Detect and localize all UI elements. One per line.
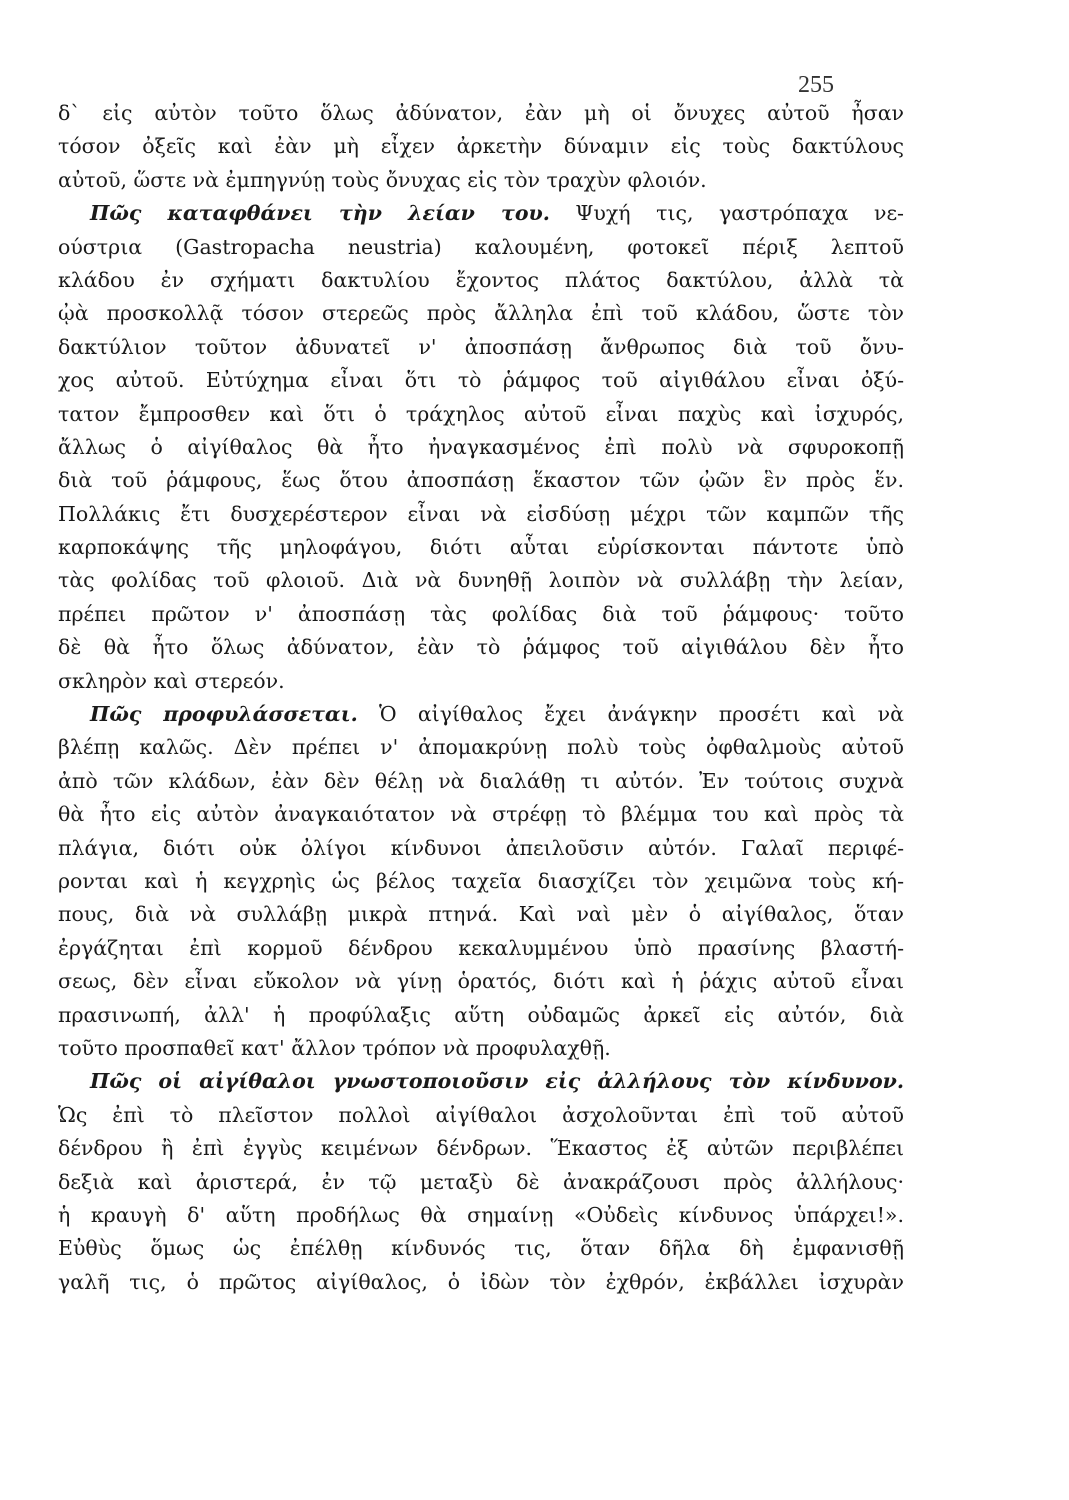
line-text: δ` εἰς αὐτὸν τοῦτο ὅλως ἀδύνατον, ἐὰν μὴ οἱ ὄνυχες αὐτοῦ ἦσαν [58,101,904,125]
text-line [58,97,904,130]
text-line [58,965,904,998]
line-text: ούστρια (Gastropacha neustria) καλουμένη, φοτοκεῖ πέριξ λεπτοῦ [58,234,904,259]
line-text: Ὁ αἰγίθαλος ἔχει ἀνάγκην προσέτι καὶ νὰ [357,702,904,727]
text-line [58,1099,904,1132]
text-line [58,398,904,431]
text-line [58,297,904,330]
line-text: ἡ κραυγὴ δ' αὕτη προδήλως θὰ σημαίνῃ «Οὐδεὶς κίνδυνος ὑπάρχει!». [58,1202,904,1227]
text-line [58,932,904,965]
text-line [58,431,904,464]
line-text: σκληρὸν καὶ στερεόν. [58,668,285,693]
line-text: Ὡς ἐπὶ τὸ πλεῖστον πολλοὶ αἰγίθαλοι ἀσχολοῦνται ἐπὶ τοῦ αὐτοῦ [58,1102,904,1127]
text-line [58,1199,904,1232]
text-line [58,264,904,297]
text-line [58,130,904,163]
line-text: δεξιὰ καὶ ἀριστερά, ἐν τῷ μεταξὺ δὲ ἀνακράζουσι πρὸς ἀλλήλους· [58,1169,904,1194]
text-line [58,1132,904,1165]
text-line [58,1032,904,1065]
text-line [58,798,904,831]
line-text: ἄλλως ὁ αἰγίθαλος θὰ ἦτο ἠναγκασμένος ἐπὶ πολὺ νὰ σφυροκοπῇ [58,434,904,459]
text-line [58,1166,904,1199]
text-body [58,97,904,1299]
line-text: θὰ ἦτο εἰς αὐτὸν ἀναγκαιότατον νὰ στρέφῃ τὸ βλέμμα του καὶ πρὸς τὰ [58,802,904,827]
text-line [58,364,904,397]
line-text: γαλῆ τις, ὁ πρῶτος αἰγίθαλος, ὁ ἰδὼν τὸν ἐχθρόν, ἐκβάλλει ἰσχυρὰν [58,1269,904,1294]
line-text: τοῦτο προσπαθεῖ κατ' ἄλλον τρόπον νὰ προφυλαχθῇ. [58,1035,611,1060]
text-line [58,197,904,230]
line-text: αὐτοῦ, ὥστε νὰ ἐμπηγνύῃ τοὺς ὄνυχας εἰς τὸν τραχὺν φλοιόν. [58,167,707,192]
text-line [58,865,904,898]
line-text: ρονται καὶ ἡ κεγχρηὶς ὡς βέλος ταχεῖα διασχίζει τὸν χειμῶνα τοὺς κή- [58,868,904,893]
text-line [58,665,904,698]
line-text: Ψυχή τις, γαστρόπαχα νε- [549,201,904,226]
line-text: κλάδου ἐν σχήματι δακτυλίου ἔχοντος πλάτος δακτύλου, ἀλλὰ τὰ [58,267,904,292]
line-text: βλέπῃ καλῶς. Δὲν πρέπει ν' ἀπομακρύνῃ πολὺ τοὺς ὀφθαλμοὺς αὐτοῦ [58,735,904,760]
line-text: πους, διὰ νὰ συλλάβῃ μικρὰ πτηνά. Καὶ ναὶ μὲν ὁ αἰγίθαλος, ὅταν [58,902,904,927]
text-line [58,1065,904,1098]
text-line [58,898,904,931]
line-text: τὰς φολίδας τοῦ φλοιοῦ. Διὰ νὰ δυνηθῇ λοιπὸν νὰ συλλάβῃ τὴν λείαν, [58,568,904,593]
line-text: Εὐθὺς ὅμως ὡς ἐπέλθῃ κίνδυνός τις, ὅταν δῆλα δὴ ἐμφανισθῇ [58,1236,904,1261]
line-text: πλάγια, διότι οὐκ ὀλίγοι κίνδυνοι ἀπειλοῦσιν αὐτόν. Γαλαῖ περιφέ- [58,835,904,860]
text-line [58,698,904,731]
line-text: δακτύλιον τοῦτον ἀδυνατεῖ ν' ἀποσπάσῃ ἄνθρωπος διὰ τοῦ ὄνυ- [58,334,904,359]
text-line [58,832,904,865]
text-line [58,498,904,531]
text-line [58,631,904,664]
section-heading: Πῶς οἱ αἰγίθαλοι γνωστοποιοῦσιν εἰς ἀλλήλους τὸν κίνδυνον. [90,1069,904,1094]
text-line [58,331,904,364]
line-text: καρποκάψης τῆς μηλοφάγου, διότι αὗται εὑρίσκονται πάντοτε ὑπὸ [58,535,904,560]
text-line [58,231,904,264]
page-number: 255 [798,72,834,98]
line-text: δὲ θὰ ἦτο ὅλως ἀδύνατον, ἐὰν τὸ ῥάμφος τοῦ αἰγιθάλου δὲν ἦτο [58,635,904,660]
section-heading: Πῶς προφυλάσσεται. [90,702,358,727]
text-line [58,765,904,798]
text-line [58,1232,904,1265]
line-text: διὰ τοῦ ῥάμφους, ἕως ὅτου ἀποσπάσῃ ἕκαστον τῶν ᾠῶν ἓν πρὸς ἕν. [58,468,904,493]
line-text: τόσον ὀξεῖς καὶ ἐὰν μὴ εἶχεν ἀρκετὴν δύναμιν εἰς τοὺς δακτύλους [58,134,904,159]
section-heading: Πῶς καταφθάνει τὴν λείαν του. [90,201,550,226]
text-line [58,564,904,597]
line-text: δένδρου ἢ ἐπὶ ἐγγὺς κειμένων δένδρων. Ἕκαστος ἐξ αὐτῶν περιβλέπει [58,1136,904,1161]
text-line [58,1266,904,1299]
line-text: τατον ἔμπροσθεν καὶ ὅτι ὁ τράχηλος αὐτοῦ εἶναι παχὺς καὶ ἰσχυρός, [58,401,904,426]
line-text: πρασινωπή, ἀλλ' ἡ προφύλαξις αὕτη οὐδαμῶς ἀρκεῖ εἰς αὐτόν, διὰ [58,1002,904,1027]
line-text: σεως, δὲν εἶναι εὔκολον νὰ γίνῃ ὁρατός, διότι καὶ ἡ ῥάχις αὐτοῦ εἶναι [58,969,904,994]
text-line [58,731,904,764]
text-line [58,164,904,197]
line-text: ᾠὰ προσκολλᾷ τόσον στερεῶς πρὸς ἄλληλα ἐπὶ τοῦ κλάδου, ὥστε τὸν [58,301,904,326]
line-text: ἀπὸ τῶν κλάδων, ἐὰν δὲν θέλῃ νὰ διαλάθῃ τι αὐτόν. Ἐν τούτοις συχνὰ [58,768,904,793]
text-line [58,464,904,497]
line-text: Πολλάκις ἔτι δυσχερέστερον εἶναι νὰ εἰσδύσῃ μέχρι τῶν καμπῶν τῆς [58,501,904,526]
line-text: ἐργάζηται ἐπὶ κορμοῦ δένδρου κεκαλυμμένου ὑπὸ πρασίνης βλαστή- [58,935,904,960]
text-line [58,531,904,564]
text-line [58,999,904,1032]
line-text: πρέπει πρῶτον ν' ἀποσπάσῃ τὰς φολίδας διὰ τοῦ ῥάμφους· τοῦτο [58,601,904,626]
text-line [58,598,904,631]
line-text: χος αὐτοῦ. Εὐτύχημα εἶναι ὅτι τὸ ῥάμφος τοῦ αἰγιθάλου εἶναι ὀξύ- [58,368,904,393]
